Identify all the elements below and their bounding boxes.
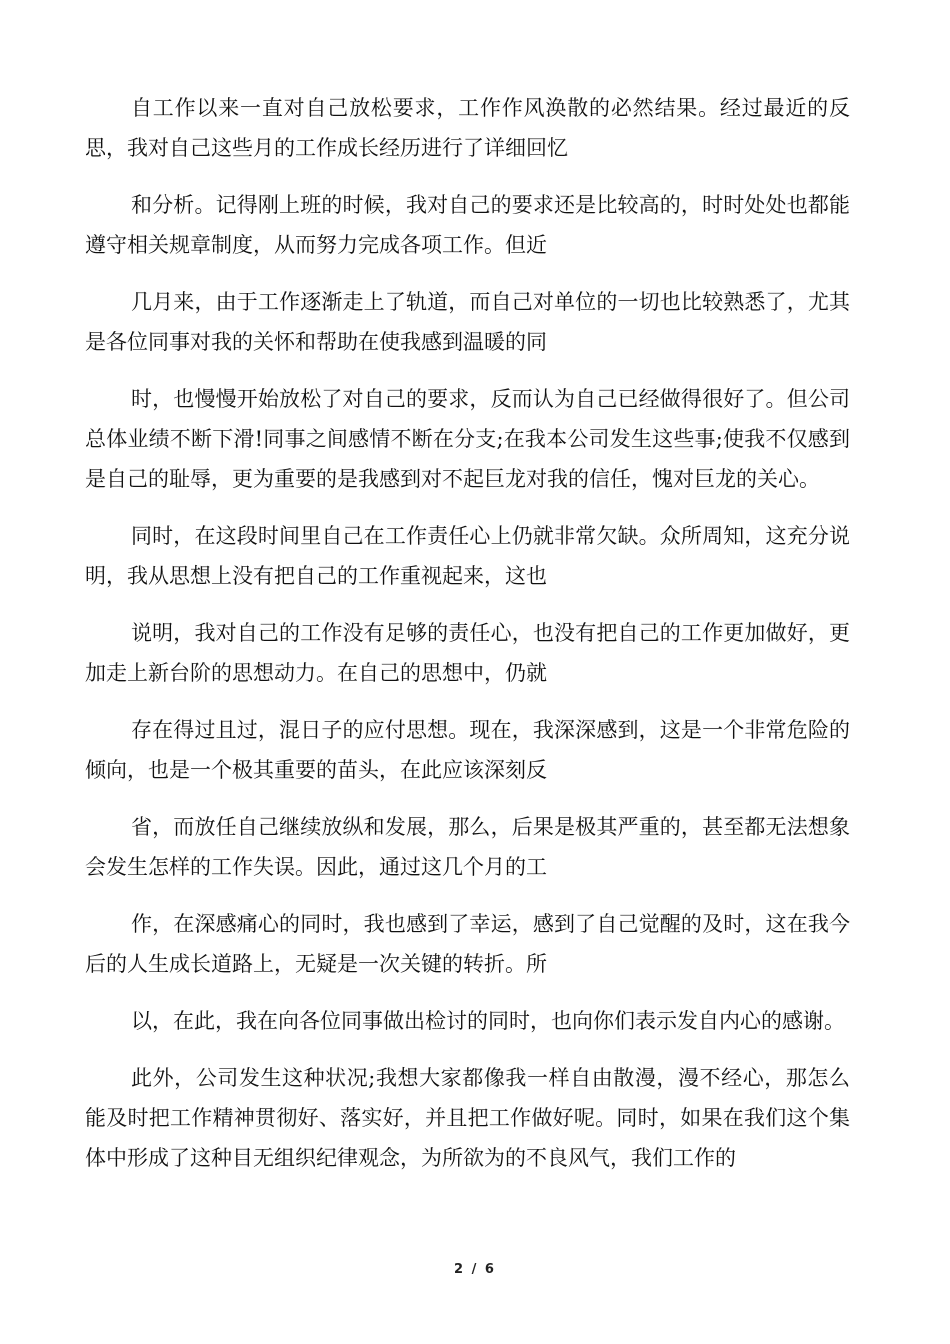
- page-number: 2 / 6: [454, 1262, 496, 1277]
- paragraph: 以，在此，我在向各位同事做出检讨的同时，也向你们表示发自内心的感谢。: [131, 1009, 845, 1033]
- paragraph: 作，在深感痛心的同时，我也感到了幸运，感到了自己觉醒的及时，这在我今后的人生成长道路上，无疑是一次关键的转折。所: [85, 912, 850, 976]
- paragraph: 说明，我对自己的工作没有足够的责任心，也没有把自己的工作更加做好，更加走上新台阶的思想动力。在自己的思想中，仍就: [85, 621, 850, 685]
- document-body: [85, 88, 850, 1195]
- paragraph: 此外，公司发生这种状况;我想大家都像我一样自由散漫，漫不经心，那怎么能及时把工作精神贯彻好、落实好，并且把工作做好呢。同时，如果在我们这个集体中形成了这种目无组织纪律观念，为所欲为的不良风气，我们工作的: [85, 1066, 850, 1170]
- paragraph: 自工作以来一直对自己放松要求，工作作风涣散的必然结果。经过最近的反思，我对自己这些月的工作成长经历进行了详细回忆: [85, 96, 850, 160]
- paragraph: 和分析。记得刚上班的时候，我对自己的要求还是比较高的，时时处处也都能遵守相关规章制度，从而努力完成各项工作。但近: [85, 193, 850, 257]
- paragraph: 时，也慢慢开始放松了对自己的要求，反而认为自己已经做得很好了。但公司总体业绩不断下滑!同事之间感情不断在分支;在我本公司发生这些事;使我不仅感到是自己的耻辱，更为重要的是我感到对不起巨龙对我的信任，愧对巨龙的关心。: [85, 387, 850, 491]
- paragraph: 省，而放任自己继续放纵和发展，那么，后果是极其严重的，甚至都无法想象会发生怎样的工作失误。因此，通过这几个月的工: [85, 815, 850, 879]
- paragraph: 几月来，由于工作逐渐走上了轨道，而自己对单位的一切也比较熟悉了，尤其是各位同事对我的关怀和帮助在使我感到温暖的同: [85, 290, 850, 354]
- paragraph: 同时，在这段时间里自己在工作责任心上仍就非常欠缺。众所周知，这充分说明，我从思想上没有把自己的工作重视起来，这也: [85, 524, 850, 588]
- paragraph: 存在得过且过，混日子的应付思想。现在，我深深感到，这是一个非常危险的倾向，也是一个极其重要的苗头，在此应该深刻反: [85, 718, 850, 782]
